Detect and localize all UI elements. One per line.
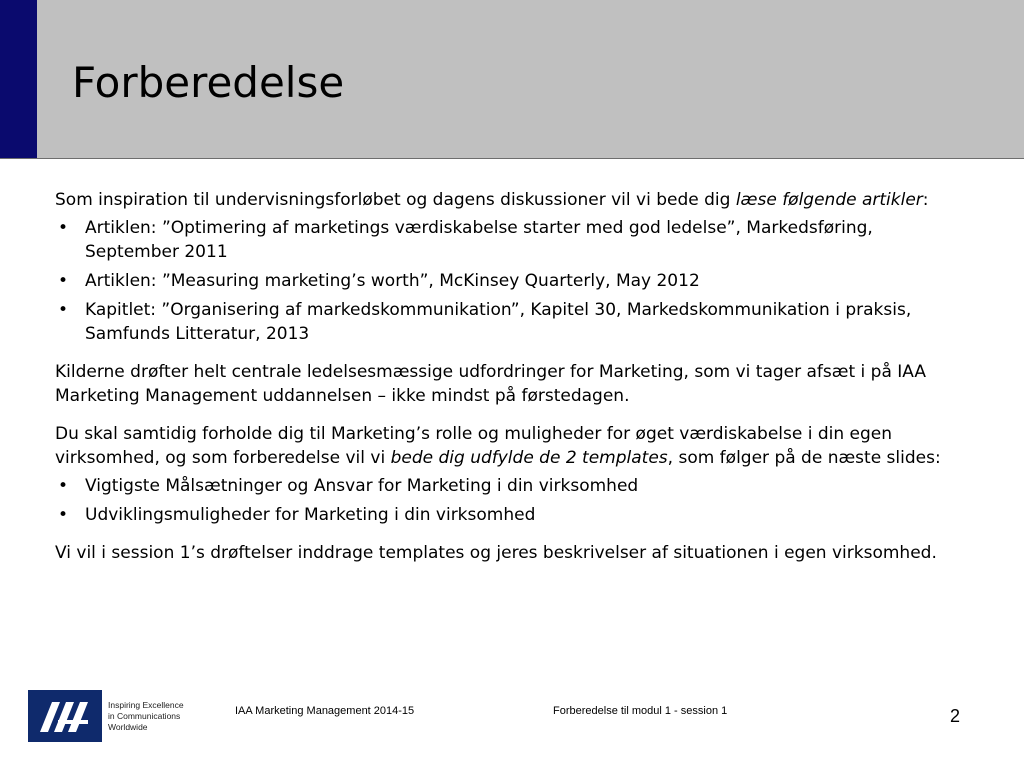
logo-tagline-line: in Communications xyxy=(108,711,181,721)
logo-tagline-line: Inspiring Excellence xyxy=(108,700,184,710)
slide-header xyxy=(0,0,1024,159)
templates-list xyxy=(55,474,960,527)
para3-emphasis: bede dig udfylde de 2 templates xyxy=(390,448,668,468)
iaa-logo xyxy=(28,690,188,744)
list-item: • Artiklen: ”Optimering af marketings værdiskabelse starter med god ledelse”, Markedsføring, September 2011 xyxy=(55,216,960,264)
page-number: 2 xyxy=(950,706,961,726)
session-paragraph: Vi vil i session 1’s drøftelser inddrage templates og jeres beskrivelser af situationen i egen virksomhed. xyxy=(55,543,937,563)
iaa-logo-mark xyxy=(28,690,102,742)
header-accent-bar xyxy=(0,0,37,158)
logo-tagline xyxy=(108,700,184,733)
footer-subject: Forberedelse til modul 1 - session 1 xyxy=(553,705,728,717)
intro-text: Som inspiration til undervisningsforløbet og dagens diskussioner vil vi bede dig xyxy=(55,190,736,210)
slide-title: Forberedelse xyxy=(72,58,345,107)
intro-paragraph xyxy=(55,188,960,212)
list-item: • Kapitlet: ”Organisering af markedskommunikation”, Kapitel 30, Markedskommunikation i praksis, Samfunds Litteratur, 2013 xyxy=(55,298,960,346)
sources-paragraph: Kilderne drøfter helt centrale ledelsesmæssige udfordringer for Marketing, som vi tager afsæt i på IAA Marketing Management uddannelsen – ikke mindst på førstedagen. xyxy=(55,362,927,406)
intro-emphasis: læse følgende artikler xyxy=(735,190,923,210)
intro-tail: : xyxy=(922,190,929,210)
footer-course: IAA Marketing Management 2014-15 xyxy=(235,705,415,717)
para3-tail: , som følger på de næste slides: xyxy=(667,448,941,468)
list-item: • Vigtigste Målsætninger og Ansvar for Marketing i din virksomhed xyxy=(55,474,960,498)
articles-list xyxy=(55,216,960,346)
para3-text: Du skal samtidig forholde dig til Marketing’s rolle og muligheder for øget værdiskabelse i din egen virksomhed, og som forberedelse vil vi xyxy=(55,424,893,468)
templates-paragraph xyxy=(55,422,960,470)
list-item: • Artiklen: ”Measuring marketing’s worth”, McKinsey Quarterly, May 2012 xyxy=(55,269,960,293)
list-item: • Udviklingsmuligheder for Marketing i din virksomhed xyxy=(55,503,960,527)
slide-body xyxy=(55,188,960,565)
logo-tagline-line: Worldwide xyxy=(108,722,148,732)
